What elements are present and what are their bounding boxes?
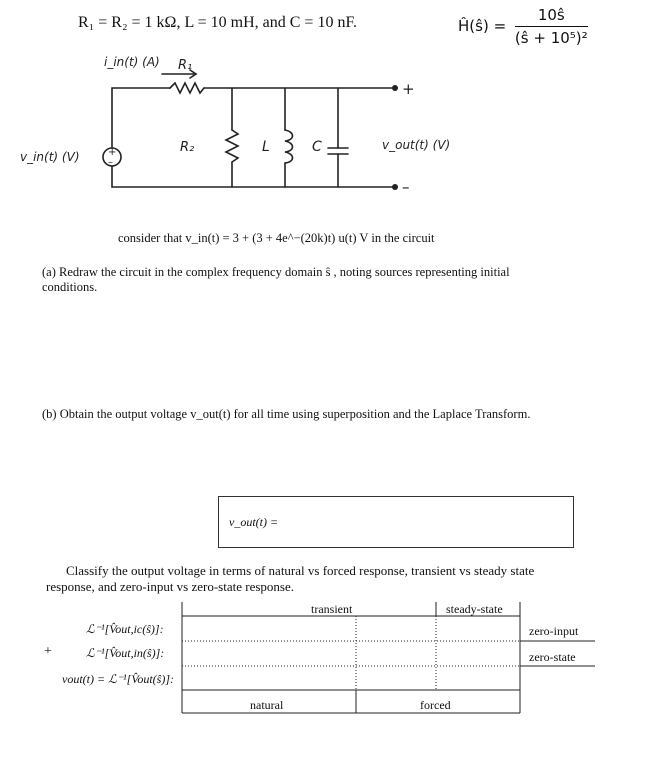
label-zero-state: zero-state	[529, 650, 576, 664]
consider-statement: consider that v_in(t) = 3 + (3 + 4e^−(20k)t) u(t) V in the circuit	[118, 231, 435, 245]
part-b-text: (b) Obtain the output voltage v_out(t) for all time using superposition and the Laplace Transform.	[42, 407, 531, 421]
label-zero-input: zero-input	[529, 624, 579, 638]
vout-minus: –	[402, 178, 410, 196]
vout-label: v_out(t) (V)	[382, 138, 451, 152]
col-natural: natural	[250, 698, 284, 712]
plus-sign: +	[44, 644, 52, 659]
col-steady-state: steady-state	[446, 602, 503, 616]
part-a-text: (a) Redraw the circuit in the complex frequency domain ŝ , noting sources representing initial conditions.	[42, 265, 510, 294]
answer-box-label: v_out(t) =	[229, 515, 279, 529]
r1-label: R₁	[178, 58, 193, 73]
classify-text: Classify the output voltage in terms of natural vs forced response, transient vs steady state response, and zero-input vs zero-state response.	[46, 563, 535, 594]
given-values: R₁ = R₂ = 1 kΩ, L = 10 mH, and C = 10 nF.	[78, 14, 358, 31]
tf-lhs: Ĥ(ŝ) =	[458, 17, 507, 35]
source-minus-sign: –	[108, 157, 113, 168]
tf-denominator: (ŝ + 10⁵)²	[514, 29, 588, 47]
r2-label: R₂	[180, 140, 195, 155]
col-forced: forced	[420, 698, 451, 712]
c-label: C	[312, 139, 322, 155]
col-transient: transient	[311, 602, 353, 616]
row-zero-state-term: ℒ⁻¹[V̂out,in(ŝ)]:	[86, 646, 165, 660]
source-plus-sign: +	[108, 147, 117, 158]
vin-label: v_in(t) (V)	[20, 150, 80, 164]
l-label: L	[262, 139, 270, 155]
row-zero-input-term: ℒ⁻¹[V̂out,ic(ŝ)]:	[86, 622, 164, 636]
row-total-output: vout(t) = ℒ⁻¹[V̂out(ŝ)]:	[62, 672, 174, 686]
current-label: i_in(t) (A)	[104, 55, 160, 69]
tf-numerator: 10ŝ	[515, 6, 588, 27]
vout-plus: +	[402, 80, 415, 98]
